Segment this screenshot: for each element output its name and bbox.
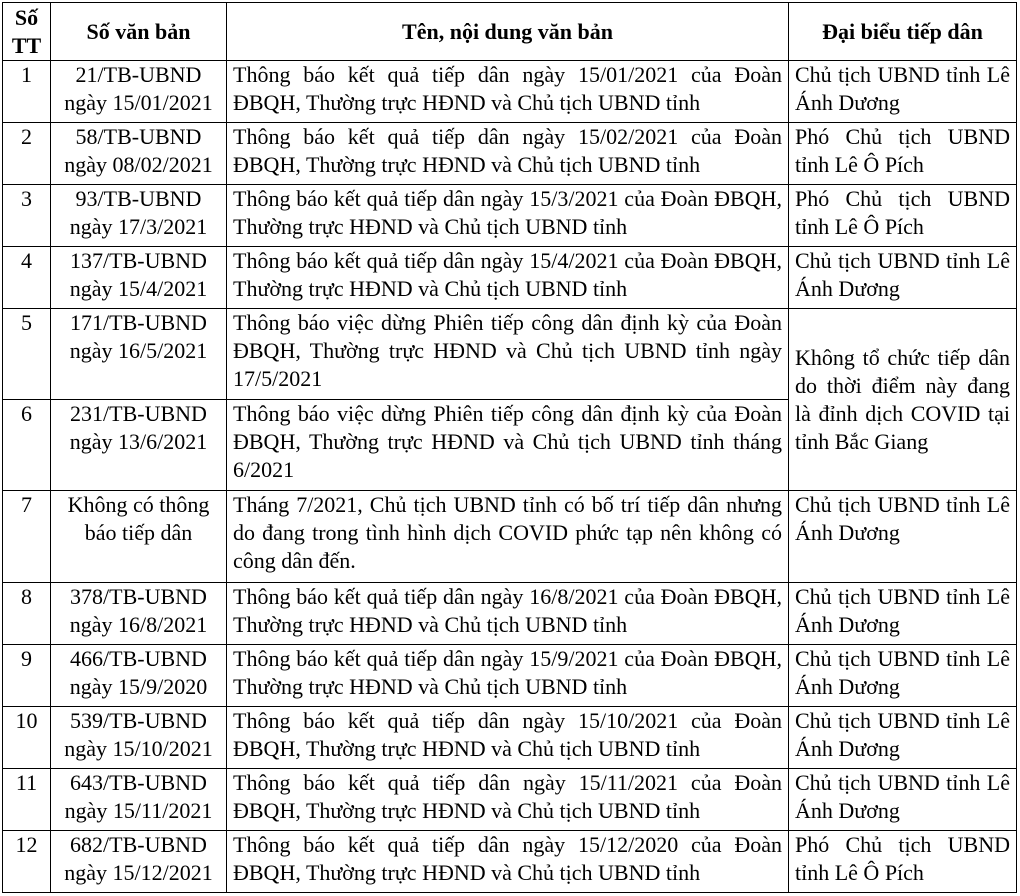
row-representative-merged: Không tổ chức tiếp dân do thời điểm này đang là đỉnh dịch COVID tại tỉnh Bắc Giang — [789, 309, 1017, 491]
row-stt: 4 — [3, 247, 51, 309]
header-doc-number: Số văn bản — [51, 3, 227, 61]
row-stt: 10 — [3, 706, 51, 768]
table-row — [3, 123, 1017, 185]
row-representative: Chủ tịch UBND tỉnh Lê Ánh Dương — [789, 768, 1017, 830]
row-content: Thông báo kết quả tiếp dân ngày 15/3/2021 của Đoàn ĐBQH, Thường trực HĐND và Chủ tịch UBND tỉnh — [227, 185, 789, 247]
row-stt: 11 — [3, 768, 51, 830]
doc-date-line: ngày 15/01/2021 — [64, 90, 213, 115]
row-doc-number — [51, 706, 227, 768]
table-row — [3, 768, 1017, 830]
citizen-reception-table — [2, 2, 1017, 893]
doc-date-line: ngày 08/02/2021 — [64, 152, 213, 178]
doc-number-line: 682/TB-UBND — [70, 831, 207, 857]
row-doc-number — [51, 830, 227, 892]
row-content: Thông báo kết quả tiếp dân ngày 15/11/2021 của Đoàn ĐBQH, Thường trực HĐND và Chủ tịch UBND tỉnh — [227, 768, 789, 830]
row-doc-number — [51, 582, 227, 644]
row-stt: 1 — [3, 61, 51, 123]
row-content: Tháng 7/2021, Chủ tịch UBND tỉnh có bố trí tiếp dân nhưng do đang trong tình hình dịch COVID phức tạp nên không có công dân đến. — [227, 491, 789, 582]
row-doc-number — [51, 123, 227, 185]
header-content: Tên, nội dung văn bản — [227, 3, 789, 61]
doc-number-line: 539/TB-UBND — [70, 707, 207, 733]
header-stt — [3, 3, 51, 61]
row-content: Thông báo việc dừng Phiên tiếp công dân định kỳ của Đoàn ĐBQH, Thường trực HĐND và Chủ tịch UBND tỉnh tháng 6/2021 — [227, 400, 789, 491]
doc-date-line: ngày 15/11/2021 — [64, 797, 213, 823]
doc-number-line: 21/TB-UBND — [75, 62, 202, 87]
row-representative: Chủ tịch UBND tỉnh Lê Ánh Dương — [789, 706, 1017, 768]
table-row — [3, 247, 1017, 309]
row-stt: 3 — [3, 185, 51, 247]
row-content: Thông báo kết quả tiếp dân ngày 15/12/2020 của Đoàn ĐBQH, Thường trực HĐND và Chủ tịch UBND tỉnh — [227, 830, 789, 892]
row-content: Thông báo kết quả tiếp dân ngày 16/8/2021 của Đoàn ĐBQH, Thường trực HĐND và Chủ tịch UBND tỉnh — [227, 582, 789, 644]
header-row — [3, 3, 1017, 61]
row-stt: 8 — [3, 582, 51, 644]
row-representative: Chủ tịch UBND tỉnh Lê Ánh Dương — [789, 582, 1017, 644]
row-representative: Phó Chủ tịch UBND tỉnh Lê Ô Pích — [789, 830, 1017, 892]
row-stt: 5 — [3, 309, 51, 400]
doc-number-line: 137/TB-UBND — [70, 248, 207, 274]
row-stt: 2 — [3, 123, 51, 185]
doc-number-line: 93/TB-UBND — [75, 186, 202, 212]
table-row — [3, 644, 1017, 706]
row-content: Thông báo kết quả tiếp dân ngày 15/02/2021 của Đoàn ĐBQH, Thường trực HĐND và Chủ tịch UBND tỉnh — [227, 123, 789, 185]
doc-date-line: ngày 15/9/2020 — [69, 673, 208, 699]
row-representative: Phó Chủ tịch UBND tỉnh Lê Ô Pích — [789, 185, 1017, 247]
row-doc-number — [51, 309, 227, 400]
table-row — [3, 582, 1017, 644]
row-content: Thông báo kết quả tiếp dân ngày 15/01/2021 của Đoàn ĐBQH, Thường trực HĐND và Chủ tịch UBND tỉnh — [227, 61, 789, 123]
row-doc-number — [51, 61, 227, 123]
doc-date-line: ngày 16/5/2021 — [69, 338, 208, 364]
row-representative: Chủ tịch UBND tỉnh Lê Ánh Dương — [789, 644, 1017, 706]
row-representative: Chủ tịch UBND tỉnh Lê Ánh Dương — [789, 247, 1017, 309]
doc-date-line: ngày 15/10/2021 — [64, 735, 213, 761]
row-representative: Chủ tịch UBND tỉnh Lê Ánh Dương — [789, 491, 1017, 582]
row-doc-number — [51, 247, 227, 309]
header-representative: Đại biểu tiếp dân — [789, 3, 1017, 61]
row-stt: 9 — [3, 644, 51, 706]
doc-date-line: ngày 16/8/2021 — [69, 611, 208, 637]
header-stt-line1: Số — [14, 4, 39, 30]
doc-number-line: 58/TB-UBND — [75, 124, 202, 150]
row-content: Thông báo kết quả tiếp dân ngày 15/9/2021 của Đoàn ĐBQH, Thường trực HĐND và Chủ tịch UBND tỉnh — [227, 644, 789, 706]
doc-number-line: 171/TB-UBND — [70, 310, 207, 336]
doc-date-line: báo tiếp dân — [84, 520, 193, 546]
row-doc-number — [51, 185, 227, 247]
table-row — [3, 185, 1017, 247]
row-doc-number — [51, 644, 227, 706]
row-stt: 12 — [3, 830, 51, 892]
table-row — [3, 61, 1017, 123]
doc-date-line: ngày 17/3/2021 — [69, 214, 208, 240]
table-row — [3, 491, 1017, 582]
doc-number-line: 643/TB-UBND — [70, 769, 207, 795]
row-doc-number — [51, 400, 227, 491]
row-stt: 6 — [3, 400, 51, 491]
row-stt: 7 — [3, 491, 51, 582]
doc-number-line: 378/TB-UBND — [70, 583, 207, 609]
header-stt-line2: TT — [11, 32, 42, 58]
doc-number-line: 466/TB-UBND — [70, 645, 207, 671]
doc-date-line: ngày 15/12/2021 — [64, 859, 213, 885]
doc-number-line: 231/TB-UBND — [70, 401, 207, 427]
table-row — [3, 309, 1017, 400]
doc-date-line: ngày 13/6/2021 — [69, 429, 208, 455]
table-row — [3, 830, 1017, 892]
doc-date-line: ngày 15/4/2021 — [69, 276, 208, 302]
doc-number-line: Không có thông — [67, 492, 210, 518]
row-content: Thông báo kết quả tiếp dân ngày 15/10/2021 của Đoàn ĐBQH, Thường trực HĐND và Chủ tịch UBND tỉnh — [227, 706, 789, 768]
table-row — [3, 706, 1017, 768]
row-content: Thông báo kết quả tiếp dân ngày 15/4/2021 của Đoàn ĐBQH, Thường trực HĐND và Chủ tịch UBND tỉnh — [227, 247, 789, 309]
row-representative: Phó Chủ tịch UBND tỉnh Lê Ô Pích — [789, 123, 1017, 185]
row-content: Thông báo việc dừng Phiên tiếp công dân định kỳ của Đoàn ĐBQH, Thường trực HĐND và Chủ tịch UBND tỉnh ngày 17/5/2021 — [227, 309, 789, 400]
row-doc-number — [51, 768, 227, 830]
row-doc-number — [51, 491, 227, 582]
row-representative: Chủ tịch UBND tỉnh Lê Ánh Dương — [789, 61, 1017, 123]
